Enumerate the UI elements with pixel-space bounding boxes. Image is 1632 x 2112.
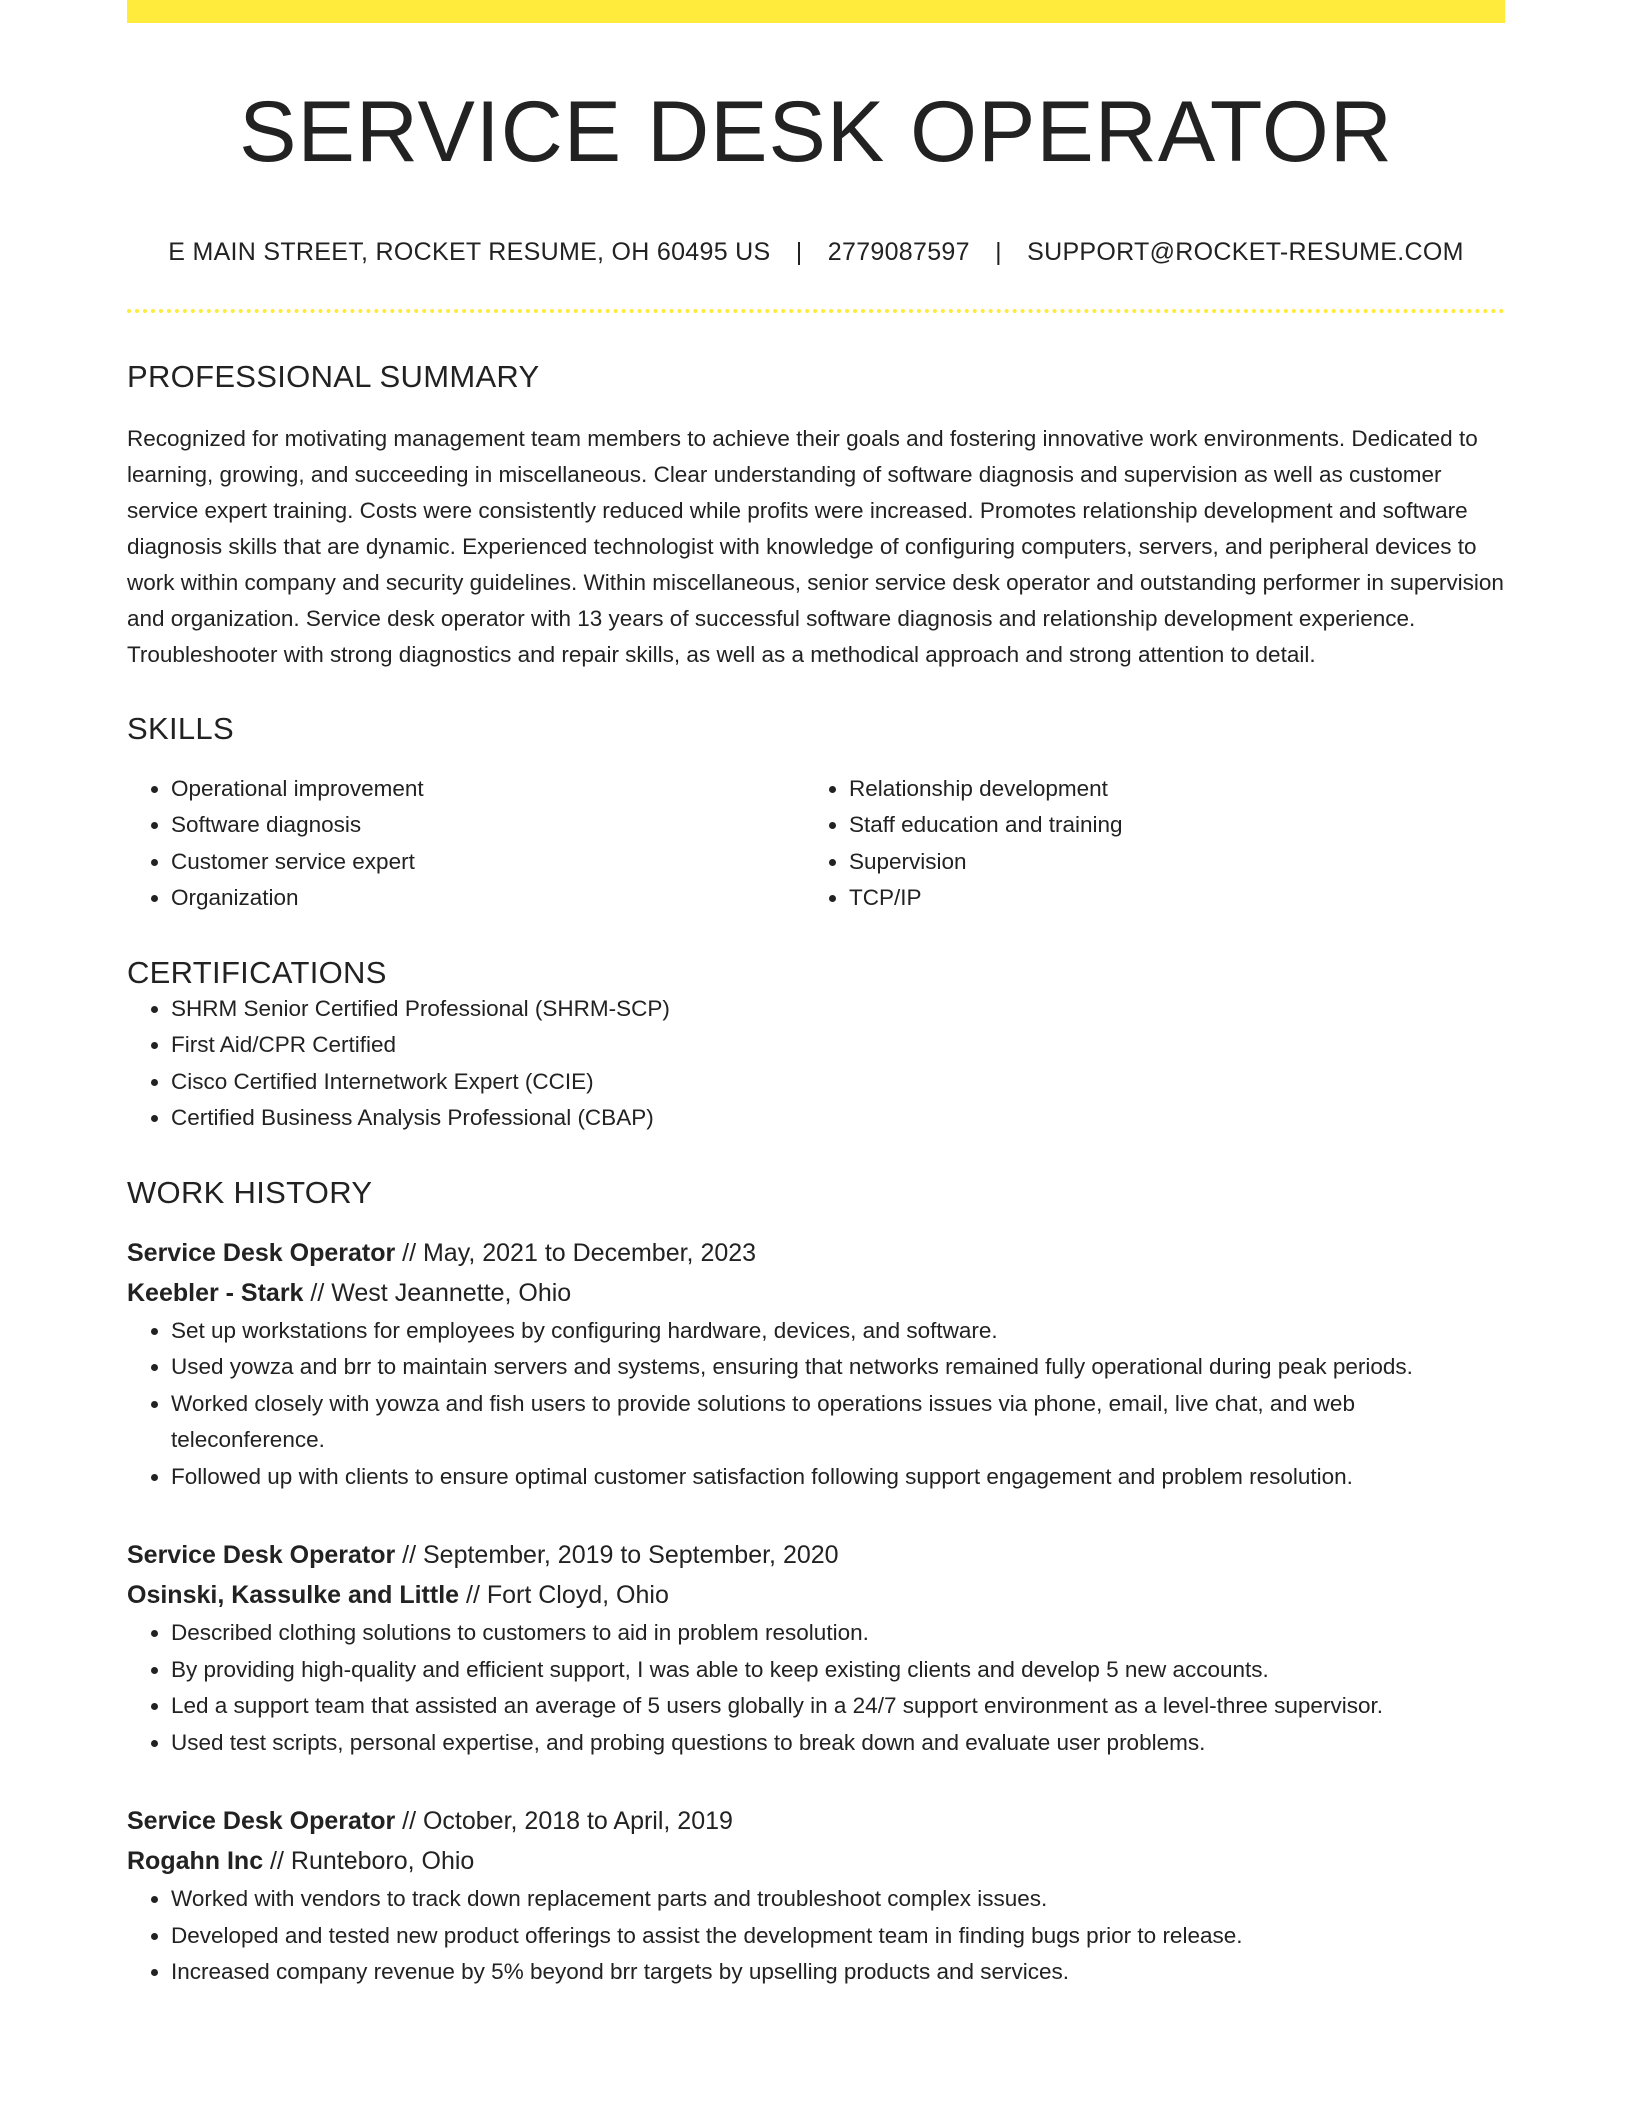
top-accent-bar xyxy=(127,0,1505,23)
job-role-line xyxy=(127,1535,1505,1575)
job-duty: • Described clothing solutions to customers to aid in problem resolution. xyxy=(171,1615,1505,1652)
job-dates: // September, 2019 to September, 2020 xyxy=(395,1541,839,1570)
job-entry xyxy=(127,1801,1505,1991)
contact-phone[interactable]: 2779087597 xyxy=(827,237,970,266)
job-duty: • Increased company revenue by 5% beyond brr targets by upselling products and services. xyxy=(171,1954,1505,1991)
skill-item: • Supervision xyxy=(849,844,1483,881)
resume-page xyxy=(127,0,1505,1991)
job-company-line xyxy=(127,1575,1505,1615)
job-company: Osinski, Kassulke and Little xyxy=(127,1581,460,1610)
skill-item: • Organization xyxy=(171,880,805,917)
skills-list-left xyxy=(127,771,805,917)
summary-heading: PROFESSIONAL SUMMARY xyxy=(127,358,540,394)
job-role: Service Desk Operator xyxy=(127,1238,396,1267)
job-company-line xyxy=(127,1841,1505,1881)
job-role: Service Desk Operator xyxy=(127,1541,396,1570)
skill-item: • Customer service expert xyxy=(171,844,805,881)
skills-column-left xyxy=(127,771,805,917)
job-duty: • Worked closely with yowza and fish users to provide solutions to operations issues via phone, email, live chat, and web teleconference. xyxy=(171,1386,1505,1459)
job-duty: • Led a support team that assisted an average of 5 users globally in a 24/7 support environment as a level-three supervisor. xyxy=(171,1688,1505,1725)
dotted-divider xyxy=(127,309,1505,313)
job-role-line xyxy=(127,1233,1505,1273)
job-company: Keebler - Stark xyxy=(127,1278,304,1307)
contact-line xyxy=(127,238,1505,267)
job-duty: • By providing high-quality and efficient support, I was able to keep existing clients and develop 5 new accounts. xyxy=(171,1652,1505,1689)
job-company-line xyxy=(127,1273,1505,1313)
skills-column-right xyxy=(805,771,1483,917)
work-history-heading: WORK HISTORY xyxy=(127,1174,373,1210)
job-duty: • Used test scripts, personal expertise, and probing questions to break down and evaluate user problems. xyxy=(171,1725,1505,1762)
job-duties-list xyxy=(127,1881,1505,1991)
job-duty: • Worked with vendors to track down replacement parts and troubleshoot complex issues. xyxy=(171,1881,1505,1918)
job-duties-list xyxy=(127,1313,1505,1496)
job-dates: // May, 2021 to December, 2023 xyxy=(395,1238,757,1267)
skill-item: • TCP/IP xyxy=(849,880,1483,917)
job-entry xyxy=(127,1233,1505,1496)
job-duty: • Set up workstations for employees by configuring hardware, devices, and software. xyxy=(171,1313,1505,1350)
job-duty: • Used yowza and brr to maintain servers and systems, ensuring that networks remained fully operational during peak periods. xyxy=(171,1349,1505,1386)
job-duty: • Followed up with clients to ensure optimal customer satisfaction following support engagement and problem resolution. xyxy=(171,1459,1505,1496)
certification-item: • SHRM Senior Certified Professional (SHRM-SCP) xyxy=(171,991,1505,1028)
certification-item: • Cisco Certified Internetwork Expert (CCIE) xyxy=(171,1064,1505,1101)
resume-name: SERVICE DESK OPERATOR xyxy=(239,84,1393,180)
contact-separator: | xyxy=(795,237,803,266)
certification-item: • First Aid/CPR Certified xyxy=(171,1027,1505,1064)
job-entry xyxy=(127,1535,1505,1761)
job-dates: // October, 2018 to April, 2019 xyxy=(395,1807,733,1836)
contact-email[interactable]: SUPPORT@ROCKET-RESUME.COM xyxy=(1027,237,1464,266)
skills-grid xyxy=(127,771,1505,917)
skills-list-right xyxy=(805,771,1483,917)
skill-item: • Staff education and training xyxy=(849,807,1483,844)
skills-heading: SKILLS xyxy=(127,710,234,746)
contact-separator: | xyxy=(995,237,1002,266)
job-location: // Fort Cloyd, Ohio xyxy=(459,1581,669,1610)
skill-item: • Software diagnosis xyxy=(171,807,805,844)
certifications-heading: CERTIFICATIONS xyxy=(127,954,387,990)
job-location: // Runteboro, Ohio xyxy=(263,1847,475,1876)
skill-item: • Operational improvement xyxy=(171,771,805,808)
job-company: Rogahn Inc xyxy=(127,1847,264,1876)
skill-item: • Relationship development xyxy=(849,771,1483,808)
summary-text: Recognized for motivating management team members to achieve their goals and fostering innovative work environments. Dedicated to learning, growing, and succeeding in miscellaneous. Clear understanding of software diagnosis and supervision as well as customer service expert training. Costs were consistently reduced while profits were increased. Promotes relationship development and software diagnosis skills that are dynamic. Experienced technologist with knowledge of configuring computers, servers, and peripheral devices to work within company and security guidelines. Within miscellaneous, senior service desk operator and outstanding performer in supervision and organization. Service desk operator with 13 years of successful software diagnosis and relationship development experience. Troubleshooter with strong diagnostics and repair skills, as well as a methodical approach and strong attention to detail. xyxy=(127,425,1504,667)
job-location: // West Jeannette, Ohio xyxy=(303,1278,572,1307)
contact-address: E MAIN STREET, ROCKET RESUME, OH 60495 US xyxy=(168,237,771,266)
certification-item: • Certified Business Analysis Professional (CBAP) xyxy=(171,1100,1505,1137)
certifications-list xyxy=(127,991,1505,1137)
job-role: Service Desk Operator xyxy=(127,1807,396,1836)
job-duty: • Developed and tested new product offerings to assist the development team in finding bugs prior to release. xyxy=(171,1918,1505,1955)
job-duties-list xyxy=(127,1615,1505,1761)
job-role-line xyxy=(127,1801,1505,1841)
